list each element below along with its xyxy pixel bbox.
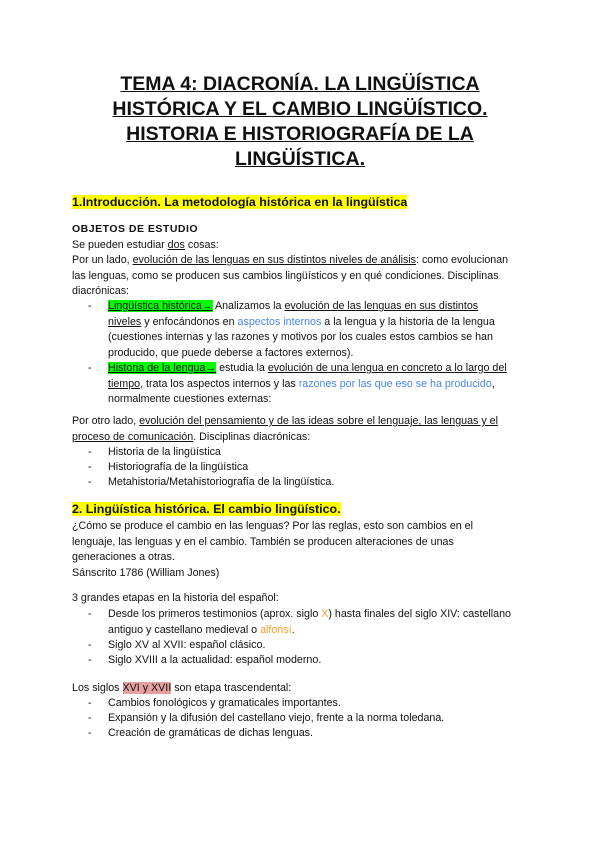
paragraph-line: generaciones a otras.: [72, 551, 175, 563]
section-heading-linguistica-historica: [72, 501, 341, 517]
text-run: a la lengua y la historia de la lengua: [321, 315, 495, 328]
list-item: Historiografía de la lingüística: [108, 461, 249, 473]
list-item-etapa-2: Siglo XV al XVII: español clásico.: [108, 639, 266, 651]
text-run: estudia la: [216, 362, 268, 374]
text-run: y enfocándonos en: [141, 315, 238, 328]
paragraph-line: Sánscrito 1786 (William Jones): [72, 566, 220, 579]
list-item-line: (cuestiones internas y las razones y motivos por los cuales estos cambios se han: [108, 331, 493, 343]
paragraph-line: 3 grandes etapas en la historia del español:: [72, 592, 279, 604]
list-item-line: [108, 377, 528, 393]
list-item-line: [108, 607, 528, 623]
list-dash: -: [88, 476, 92, 488]
list-item: Expansión y la difusión del castellano viejo, frente a la norma toledana.: [108, 712, 445, 724]
list-item-line: normalmente cuestiones externas:: [108, 393, 272, 405]
list-dash: -: [88, 608, 92, 620]
text-run: Los siglos: [72, 682, 123, 694]
paragraph-line: ¿Cómo se produce el cambio en las lenguas? Por las reglas, esto son cambios en el: [72, 520, 473, 532]
text-run: son etapa trascendental:: [171, 682, 292, 694]
list-dash: -: [88, 461, 92, 473]
list-dash: -: [88, 712, 92, 724]
title-line: LINGÜÍSTICA.: [235, 148, 365, 170]
text-run: Analizamos la: [212, 300, 285, 312]
text-run: . Disciplinas diacrónicas:: [193, 430, 311, 443]
title-line: TEMA 4: DIACRONÍA. LA LINGÜÍSTICA: [120, 73, 480, 95]
list-dash: -: [88, 446, 92, 458]
list-dash: -: [88, 727, 92, 739]
blue-text: aspectos internos: [237, 315, 322, 328]
underlined-text: evolución de las lenguas en sus distintos niveles de análisis: [132, 254, 417, 266]
list-item: Creación de gramáticas de dichas lenguas.: [108, 727, 313, 739]
underlined-text: proceso de comunicación: [72, 430, 194, 443]
underlined-text: evolución de las lenguas en sus distintos: [284, 300, 479, 312]
text-run: Por un lado,: [72, 254, 133, 266]
list-dash: -: [88, 697, 92, 709]
paragraph-line: [72, 414, 532, 430]
underlined-text: evolución del pensamiento y de las ideas sobre el lenguaje, las lenguas y el: [139, 415, 498, 427]
text-run: : como evolucionan: [416, 254, 509, 266]
underlined-text: niveles: [108, 315, 142, 328]
list-item-etapa-1: [108, 607, 528, 638]
list-item-historia-lengua: [108, 361, 528, 408]
list-item-line: [108, 299, 528, 315]
text-run: Desde los primeros testimonios (aprox. siglo: [108, 608, 322, 620]
text-run: cosas:: [184, 238, 219, 251]
page-title: [60, 72, 540, 172]
highlighted-text: XVI y XVII: [122, 682, 172, 694]
section2-paragraph2: [72, 591, 532, 607]
text-run: ,: [491, 377, 495, 390]
list-dash: -: [88, 654, 92, 666]
underlined-text: evolución de una lengua en concreto a lo largo del: [267, 362, 507, 374]
list-item: Metahistoria/Metahistoriografía de la lingüística.: [108, 476, 335, 488]
list-dash: -: [88, 362, 92, 374]
list-item-line: producido, que puede deberse a factores externos).: [108, 346, 354, 359]
text-run: , trata los aspectos internos y las: [140, 377, 299, 390]
section-heading-introduccion: [72, 194, 407, 210]
underlined-text: dos: [167, 238, 185, 251]
text-run: Se pueden estudiar: [72, 238, 168, 251]
highlighted-heading: 1.Introducción. La metodología histórica en la lingüística: [72, 195, 408, 209]
underlined-text: tiempo: [108, 377, 141, 390]
list-item: Cambios fonológicos y gramaticales importantes.: [108, 697, 341, 709]
paragraph-line: [72, 253, 532, 269]
list-item-etapa-3: Siglo XVIII a la actualidad: español moderno.: [108, 654, 322, 666]
text-run: .: [291, 623, 295, 636]
paragraph-line: [72, 681, 532, 697]
section1-paragraph2: [72, 414, 532, 445]
paragraph-line: las lenguas, como se producen sus cambios lingüísticos y en qué condiciones. Disciplinas: [72, 269, 499, 282]
list-dash: -: [88, 300, 92, 312]
list-dash: -: [88, 639, 92, 651]
list-item-line: [108, 361, 528, 377]
section1-body: [72, 222, 532, 300]
paragraph-line: [72, 238, 532, 254]
list-item-linguistica-historica: [108, 299, 528, 361]
paragraph-line: lenguaje, las lenguas y en el cambio. También se producen alteraciones de unas: [72, 535, 454, 548]
title-line: HISTORIA E HISTORIOGRAFÍA DE LA: [126, 123, 474, 145]
paragraph-line: diacrónicas:: [72, 285, 130, 297]
orange-text: alfonsí: [260, 623, 292, 636]
title-line: HISTÓRICA Y EL CAMBIO LINGÜÍSTICO.: [112, 98, 488, 120]
highlighted-heading: 2. Lingüística histórica. El cambio lingüístico.: [72, 502, 341, 516]
paragraph-line: [72, 430, 532, 446]
text-run: ) hasta finales del siglo XIV: castellano: [328, 608, 511, 620]
list-item-line: [108, 623, 528, 639]
subheading: OBJETOS DE ESTUDIO: [72, 223, 199, 235]
list-item: Historia de la lingüística: [108, 446, 221, 458]
section2-body: [72, 519, 532, 581]
list-item-line: [108, 315, 528, 331]
highlighted-term: Lingüística histórica→: [108, 300, 213, 312]
orange-text: X: [321, 608, 329, 620]
highlighted-term: Historia de la lengua→: [108, 362, 217, 374]
text-run: antiguo y castellano medieval o: [108, 623, 261, 636]
text-run: Por otro lado,: [72, 415, 140, 427]
section2-paragraph3: [72, 681, 532, 697]
blue-text: razones por las que eso se ha producido: [298, 377, 492, 390]
